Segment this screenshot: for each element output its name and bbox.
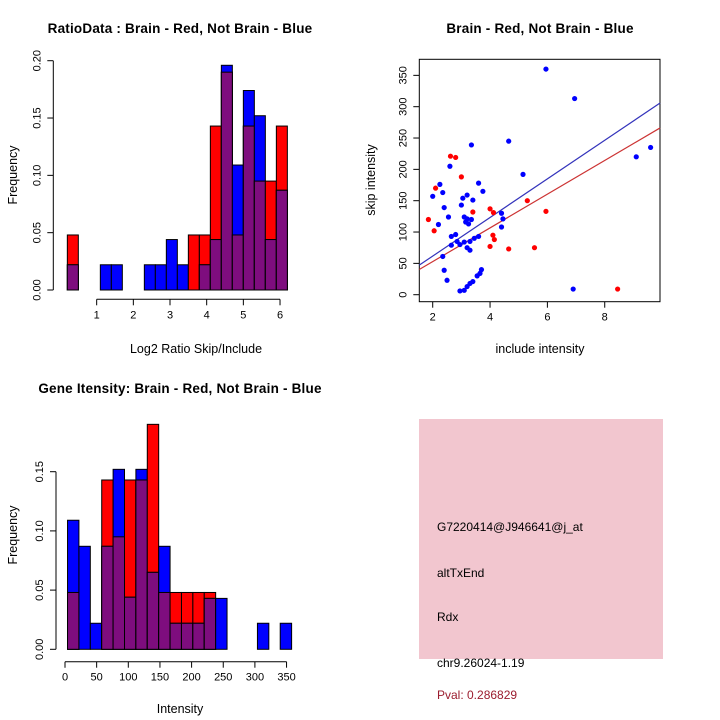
svg-text:350: 350	[397, 66, 410, 85]
svg-text:50: 50	[397, 257, 410, 270]
ratio-histogram-ylabel: Frequency	[6, 145, 20, 205]
svg-text:150: 150	[397, 191, 410, 210]
gene-symbol: Rdx	[437, 610, 459, 624]
svg-text:250: 250	[397, 128, 410, 148]
gene-locus: chr9.26024-1.19	[437, 656, 525, 670]
svg-text:0: 0	[61, 671, 69, 684]
svg-text:0.10: 0.10	[34, 520, 46, 542]
gene-event-type: altTxEnd	[437, 566, 485, 580]
svg-text:0.15: 0.15	[31, 107, 44, 129]
svg-text:200: 200	[182, 671, 201, 684]
svg-text:150: 150	[150, 671, 170, 684]
svg-text:300: 300	[397, 97, 410, 116]
svg-text:0.20: 0.20	[31, 49, 44, 72]
svg-text:4: 4	[486, 311, 494, 324]
panel-gene-info	[360, 360, 720, 720]
ratio-histogram-xlabel: Log2 Ratio Skip/Include	[129, 342, 263, 356]
panel-intensity-scatter	[360, 0, 720, 360]
gene-histogram-xlabel: Intensity	[156, 702, 204, 716]
svg-text:350: 350	[277, 671, 296, 684]
ratio-histogram-title: RatioData : Brain - Red, Not Brain - Blue	[47, 21, 313, 36]
svg-text:100: 100	[119, 671, 138, 684]
scatter-title: Brain - Red, Not Brain - Blue	[446, 21, 634, 36]
scatter-xlabel: include intensity	[495, 342, 585, 356]
svg-text:1: 1	[93, 309, 100, 322]
svg-text:0: 0	[397, 291, 410, 298]
svg-text:2: 2	[429, 311, 436, 324]
svg-text:50: 50	[90, 671, 103, 684]
svg-text:250: 250	[214, 671, 233, 684]
gene-info-box	[419, 419, 663, 702]
svg-text:200: 200	[397, 160, 410, 179]
intensity-scatter-plot	[360, 0, 720, 360]
svg-text:0.00: 0.00	[31, 279, 44, 301]
svg-text:5: 5	[240, 309, 247, 322]
gene-histogram-ylabel: Frequency	[6, 505, 20, 565]
svg-text:6: 6	[544, 311, 551, 324]
svg-text:0.00: 0.00	[34, 638, 46, 661]
svg-text:4: 4	[203, 309, 210, 322]
pval-text: Pval: 0.286829	[437, 688, 518, 702]
ratio-histogram-plot	[0, 0, 360, 360]
gene-histogram-title: Gene Itensity: Brain - Red, Not Brain - Blue	[38, 381, 322, 396]
svg-text:2: 2	[130, 309, 137, 322]
gene-intensity-histogram-plot	[0, 360, 360, 720]
panel-gene-intensity-histogram	[0, 360, 360, 720]
svg-text:300: 300	[245, 671, 265, 684]
svg-text:0.15: 0.15	[34, 460, 46, 483]
gene-probe-id: G7220414@J946641@j_at	[437, 520, 583, 534]
svg-text:0.05: 0.05	[31, 221, 44, 244]
panel-ratio-histogram	[0, 0, 360, 360]
svg-text:8: 8	[601, 311, 608, 324]
svg-text:100: 100	[397, 222, 410, 242]
svg-text:0.10: 0.10	[31, 164, 44, 187]
svg-text:6: 6	[276, 309, 284, 322]
scatter-ylabel: skip intensity	[364, 144, 378, 216]
svg-text:3: 3	[166, 309, 174, 322]
svg-text:0.05: 0.05	[34, 579, 46, 601]
